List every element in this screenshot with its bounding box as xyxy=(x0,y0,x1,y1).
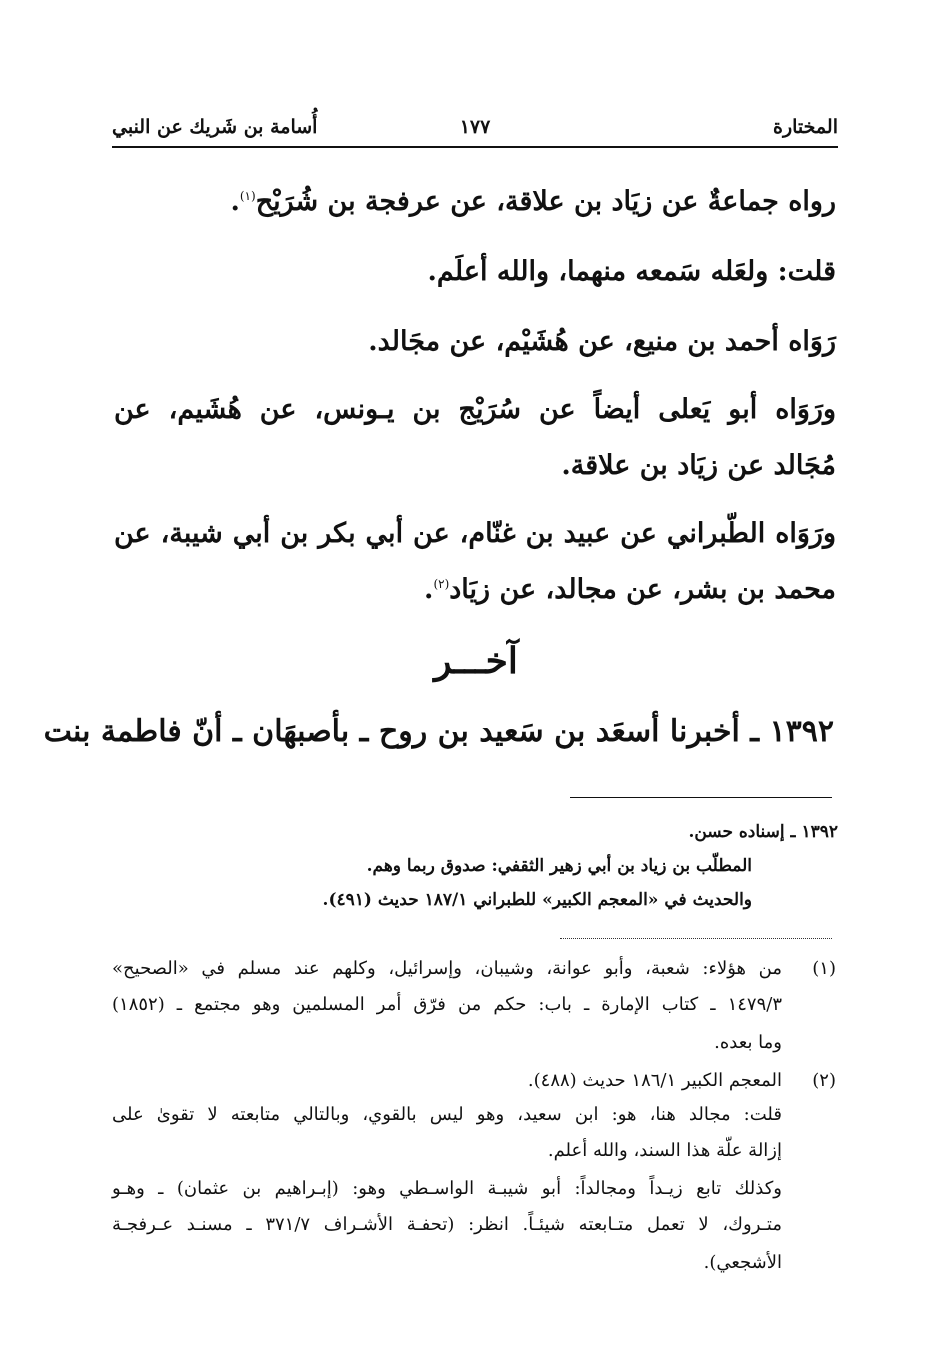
footnote-2-number: (٢) xyxy=(812,1070,836,1091)
footnote-1-line-3: وما بعده. xyxy=(714,1032,782,1053)
main-line-7-end: . xyxy=(424,574,434,605)
page-number: ١٧٧ xyxy=(459,116,491,138)
footnote-2-line-4: وكذلك تابع زيـداً ومجالداً: أبو شيبـة الواسـطي وهو: (إبـراهيم بن عثمان) ـ وهـو xyxy=(112,1178,782,1199)
running-header-book-title: المختارة xyxy=(773,116,838,138)
footnote-2-line-6: الأشجعي). xyxy=(703,1252,782,1273)
footnote-1-number: (١) xyxy=(812,958,836,979)
main-line-4: ورَوَاه أبو يَعلى أيضاً عن سُرَيْج بن يـونس، عن هُشَيم، عن xyxy=(114,394,836,425)
main-paragraph-7 xyxy=(424,574,836,605)
footnote-ref-1[interactable]: (١) xyxy=(239,189,256,203)
main-line-6: ورَوَاه الطّبراني عن عبيد بن غنّام، عن أبي بكر بن أبي شيبة، عن xyxy=(114,518,836,549)
main-line-1-end: . xyxy=(230,186,240,217)
takhrij-line-1: ١٣٩٢ ـ إسناده حسن. xyxy=(688,822,838,842)
footnote-1-line-2: ١٤٧٩/٣ ـ كتاب الإمارة ـ باب: حكم من فرّق أمر المسلمين وهو مجتمع ـ (١٨٥٢) xyxy=(112,994,782,1015)
running-header-chapter: أُسامة بن شَريك عن النبي xyxy=(112,116,318,138)
takhrij-line-2: المطلّب بن زياد بن أبي زهير الثقفي: صدوق ربما وهم. xyxy=(366,856,752,876)
takhrij-divider xyxy=(570,797,832,798)
main-line-2: قلت: ولعَله سَمعه منهما، والله أعلَم. xyxy=(427,256,836,287)
takhrij-line-3: والحديث في «المعجم الكبير» للطبراني ١٨٧/١ حديث (٤٩١). xyxy=(322,890,752,910)
section-title: آخـــر xyxy=(434,640,518,682)
main-line-1: رواه جماعةٌ عن زيَاد بن علاقة، عن عرفجة بن شُرَيْح xyxy=(255,186,836,217)
footnotes-divider xyxy=(560,938,832,939)
main-line-7: محمد بن بشر، عن مجالد، عن زيَاد xyxy=(449,574,836,605)
main-line-5: مُجَالد عن زيَاد بن علاقة. xyxy=(561,450,836,481)
footnote-ref-2[interactable]: (٢) xyxy=(433,577,450,591)
footnote-2-line-2: قلت: مجالد هنا، هو: ابن سعيد، وهو ليس بالقوي، وبالتالي متابعته لا تقوىٰ على xyxy=(112,1104,782,1125)
main-paragraph-1 xyxy=(230,186,836,217)
footnote-2-line-5: متـروك، لا تعمل متـابعته شيئـاً. انظر: (تحفـة الأشـراف ٣٧١/٧ ـ مسنـد عـرفجـة xyxy=(112,1214,782,1235)
footnote-1-line-1: من هؤلاء: شعبة، وأبو عوانة، وشيبان، وإسرائيل، وكلهم عند مسلم في «الصحيح» xyxy=(112,958,782,979)
header-divider xyxy=(112,146,838,148)
main-line-3: رَوَاه أحمد بن منيع، عن هُشَيْم، عن مجَالد. xyxy=(368,326,836,357)
footnote-2-line-3: إزالة علّة هذا السند، والله أعلم. xyxy=(547,1140,782,1161)
footnote-2-line-1: المعجم الكبير ١٨٦/١ حديث (٤٨٨). xyxy=(527,1070,782,1091)
hadith-heading-line: ١٣٩٢ ـ أخبرنا أسعَد بن سَعيد بن روح ـ بأصبهَان ـ أنّ فاطمة بنت xyxy=(43,714,834,749)
